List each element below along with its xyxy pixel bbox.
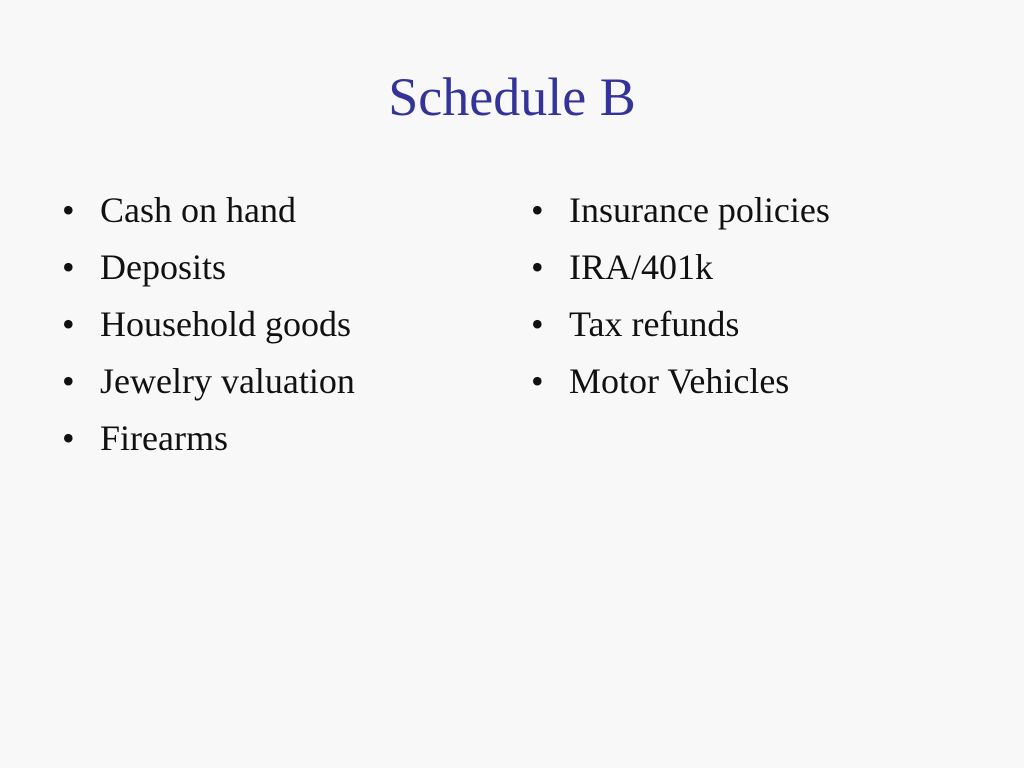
list-item-label: Motor Vehicles [569,361,790,401]
bullet-icon: • [62,418,75,458]
list-item-label: Household goods [100,304,351,344]
list-item-label: Cash on hand [100,190,296,230]
bullet-icon: • [62,247,75,287]
list-item-label: Tax refunds [569,304,740,344]
list-item [531,353,1001,410]
list-item-label: Firearms [100,418,228,458]
bullet-icon: • [531,304,544,344]
list-item [62,410,492,467]
list-item [62,182,492,239]
list-item-label: Insurance policies [569,190,830,230]
list-item [531,239,1001,296]
slide-title: Schedule B [388,67,636,127]
bullet-list-left [62,182,492,467]
bullet-icon: • [531,361,544,401]
list-item [62,296,492,353]
bullet-icon: • [62,304,75,344]
bullet-icon: • [531,190,544,230]
list-item-label: Jewelry valuation [100,361,355,401]
bullet-icon: • [62,190,75,230]
list-item-label: Deposits [100,247,226,287]
list-item [531,182,1001,239]
bullet-list-right [531,182,1001,410]
list-item-label: IRA/401k [569,247,713,287]
list-item [62,353,492,410]
bullet-icon: • [62,361,75,401]
list-item [62,239,492,296]
list-item [531,296,1001,353]
bullet-icon: • [531,247,544,287]
